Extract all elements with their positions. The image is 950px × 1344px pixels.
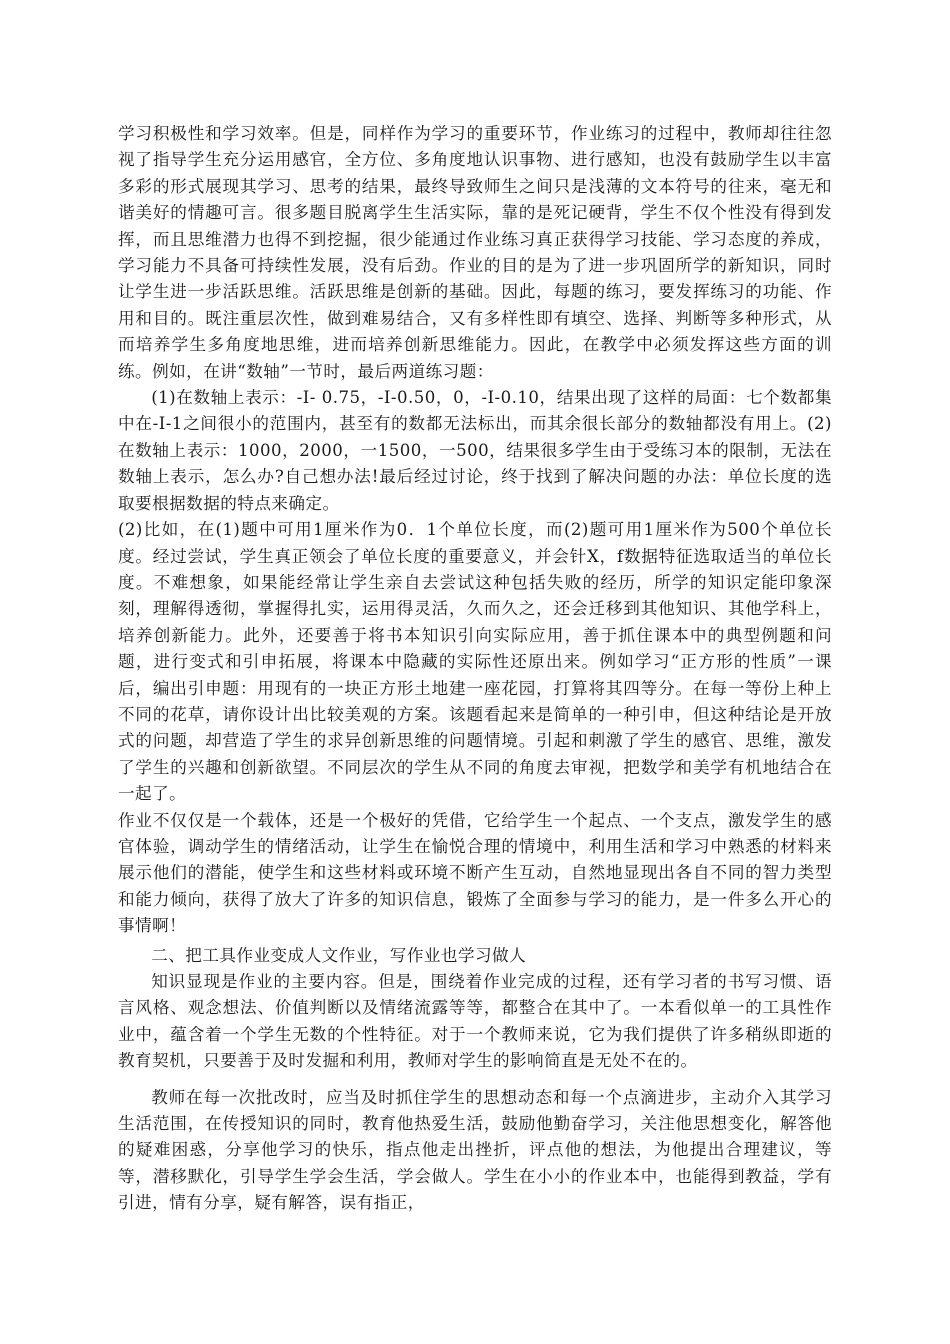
- paragraph-unit-length-example: (2)比如，在(1)题中可用1厘米作为0．1个单位长度，而(2)题可用1厘米作为500个单位长度。经过尝试，学生真正领会了单位长度的重要意义，并会针X，f数据特征选取适当的单位长度。不难想象，如果能经常让学生亲自去尝试这种包括失败的经历，所学的知识定能印象深刻，理解得透彻，掌握得扎实，运用得灵活，久而久之，还会迁移到其他知识、其他学科上，培养创新能力。此外，还要善于将书本知识引向实际应用，善于抓住课本中的典型例题和问题，进行变式和引申拓展，将课本中隐藏的实际性还原出来。例如学习“正方形的性质”一课后，编出引申题：用现有的一块正方形土地建一座花园，打算将其四等分。在每一等份上种上不同的花草，请你设计出比较美观的方案。该题看起来是简单的一种引申，但这种结论是开放式的问题，却营造了学生的求异创新思维的问题情境。引起和刺激了学生的感官、思维，激发了学生的兴趣和创新欲望。不同层次的学生从不同的角度去审视，把数学和美学有机地结合在一起了。: [118, 520, 832, 804]
- paragraph-teacher-grading: 教师在每一次批改时，应当及时抓住学生的思想动态和每一个点滴进步，主动介入其学习生活范围，在传授知识的同时，教育他热爱生活，鼓励他勤奋学习，关注他思想变化，解答他的疑难困惑，分享他学习的快乐，指点他走出挫折，评点他的想法，为他提出合理建议，等等，潜移默化，引导学生学会生活，学会做人。学生在小小的作业本中，也能得到教益，学有引进，情有分享，疑有解答，误有指正，: [118, 1087, 832, 1213]
- paragraph-homework-critique: 学习积极性和学习效率。但是，同样作为学习的重要环节，作业练习的过程中，教师却往往忽视了指导学生充分运用感官，全方位、多角度地认识事物、进行感知，也没有鼓励学生以丰富多彩的形式展现其学习、思考的结果，最终导致师生之间只是浅薄的文本符号的往来，毫无和谐美好的情趣可言。很多题目脱离学生生活实际，靠的是死记硬背，学生不仅个性没有得到发挥，而且思维潜力也得不到挖掘，很少能通过作业练习真正获得学习技能、学习态度的养成，学习能力不具备可持续性发展，没有后劲。作业的目的是为了进一步巩固所学的新知识，同时让学生进一步活跃思维。活跃思维是创新的基础。因此，每题的练习，要发挥练习的功能、作用和目的。既注重层次性，做到难易结合，又有多样性即有填空、选择、判断等多种形式，从而培养学生多角度地思维，进而培养创新思维能力。因此，在教学中必须发挥这些方面的训练。例如，在讲“数轴”一节时，最后两道练习题：: [118, 124, 832, 381]
- paragraph-homework-as-carrier: 作业不仅仅是一个载体，还是一个极好的凭借，它给学生一个起点、一个支点，激发学生的感官体验，调动学生的情绪活动，让学生在愉悦合理的情境中，利用生活和学习中熟悉的材料来展示他们的潜能，使学生和这些材料或环境不断产生互动，自然地显现出各自不同的智力类型和能力倾向，获得了放大了许多的知识信息，锻炼了全面参与学习的能力，是一件多么开心的事情啊！: [118, 810, 832, 936]
- paragraph-knowledge-display: 知识显现是作业的主要内容。但是，围绕着作业完成的过程，还有学习者的书写习惯、语言风格、观念想法、价值判断以及情绪流露等等，都整合在其中了。一本看似单一的工具性作业中，蕴含着一个学生无数的个性特征。对于一个教师来说，它为我们提供了许多稍纵即逝的教育契机，只要善于及时发掘和利用，教师对学生的影响简直是无处不在的。: [118, 972, 832, 1071]
- section-heading: 二、把工具作业变成人文作业，写作业也学习做人: [151, 945, 527, 965]
- paragraph-number-line-exercise: (1)在数轴上表示：-I- 0.75，-I-0.50，0，-I-0.10，结果出现了这样的局面：七个数都集中在-I-1之间很小的范围内，甚至有的数都无法标出，而其余很长部分的数轴都没有用上。(2)在数轴上表示：1000，2000，一1500，一500，结果很多学生由于受练习本的限制，无法在数轴上表示，怎么办?自己想办法!最后经过讨论，终于找到了解决问题的办法：单位长度的选取要根据数据的特点来确定。: [118, 388, 832, 513]
- document-body: [118, 121, 832, 1217]
